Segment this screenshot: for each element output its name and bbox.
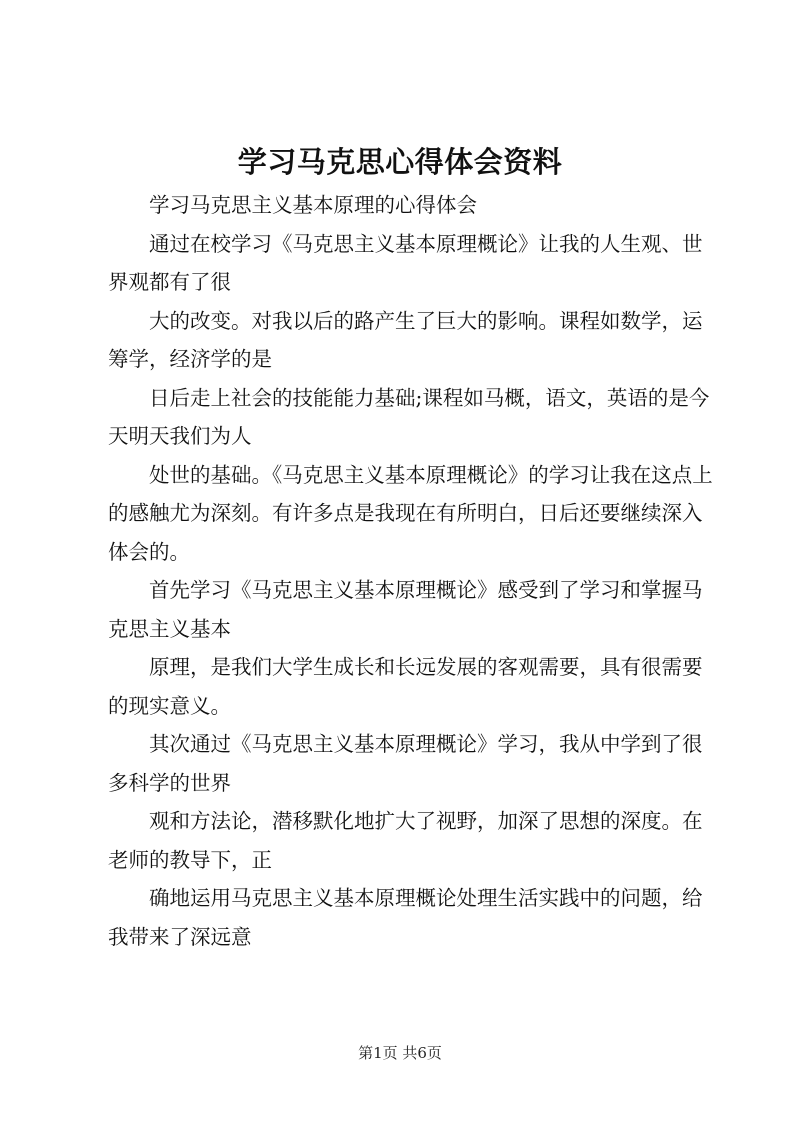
paragraph: 日后走上社会的技能能力基础;课程如马概，语文，英语的是今天明天我们为人 [108, 385, 710, 448]
document-title: 学习马克思心得体会资料 [237, 145, 563, 179]
page-footer: 第1页 共6页 [358, 1044, 442, 1062]
paragraph: 确地运用马克思主义基本原理概论处理生活实践中的问题，给我带来了深远意 [108, 886, 703, 949]
document-body [108, 186, 714, 956]
paragraph: 首先学习《马克思主义基本原理概论》感受到了学习和掌握马克思主义基本 [108, 578, 703, 641]
paragraph: 观和方法论，潜移默化地扩大了视野，加深了思想的深度。在老师的教导下，正 [108, 809, 703, 872]
paragraph: 原理，是我们大学生成长和长远发展的客观需要，具有很需要的现实意义。 [108, 655, 703, 718]
paragraph: 其次通过《马克思主义基本原理概论》学习，我从中学到了很多科学的世界 [108, 732, 703, 795]
paragraph: 处世的基础。《马克思主义基本原理概论》的学习让我在这点上的感触尤为深刻。有许多点是我现在有所明白，日后还要继续深入体会的。 [108, 462, 713, 564]
paragraph: 通过在校学习《马克思主义基本原理概论》让我的人生观、世界观都有了很 [108, 231, 703, 294]
paragraph: 大的改变。对我以后的路产生了巨大的影响。课程如数学，运筹学，经济学的是 [108, 308, 703, 371]
paragraph: 学习马克思主义基本原理的心得体会 [149, 193, 477, 217]
